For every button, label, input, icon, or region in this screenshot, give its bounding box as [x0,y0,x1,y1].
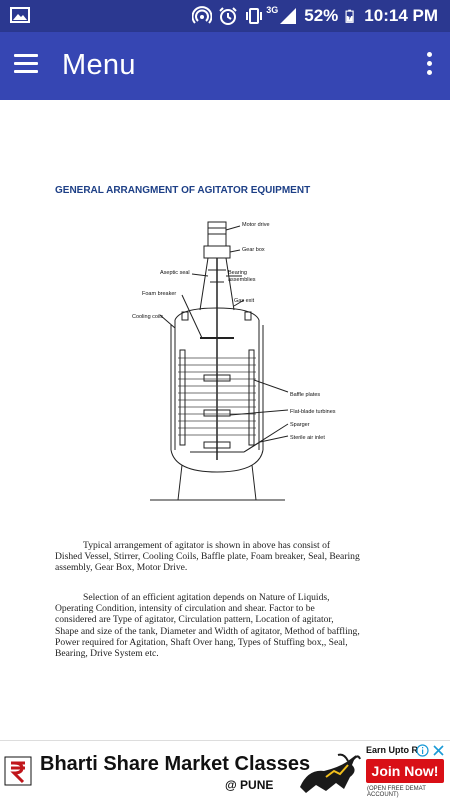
label-foam-breaker: Foam breaker [142,291,177,297]
ad-earn-text: Earn Upto R [366,745,419,755]
image-notification-icon [10,7,30,23]
paragraph-2-line: Selection of an efficient agitation depends on Nature of Liquids, [83,592,330,603]
paragraph-2-line: Operating Condition, intensity of circulation and shear. Factor to be [55,603,315,615]
label-motor-drive: Motor drive [242,222,270,228]
app-title: Menu [62,49,136,81]
paragraph-2 [55,592,405,659]
rupee-logo-icon [4,753,32,789]
status-bar [0,0,450,32]
label-cooling-coils: Cooling coils [132,314,164,320]
label-sterile-air-inlet: Sterile air inlet [290,435,325,441]
bull-icon [296,747,362,797]
paragraph-1-line: assembly, Gear Box, Motor Drive. [55,562,188,574]
network-type: 3G [266,5,279,15]
label-flat-blade-turbines: Flat-blade turbines [290,409,336,415]
alarm-icon [218,6,238,26]
paragraph-1 [55,540,405,574]
label-baffle-plates: Baffle plates [290,392,321,398]
hotspot-icon [192,6,212,26]
ad-info-icon[interactable] [416,744,429,757]
signal-icon [278,6,298,26]
label-gear-box: Gear box [242,247,265,253]
clock: 10:14 PM [364,6,438,25]
agitator-diagram [120,210,360,510]
close-icon[interactable] [432,744,445,757]
vibrate-icon [244,6,264,26]
battery-charging-icon [344,6,358,26]
paragraph-2-line: considered are Type of agitator, Circulation pattern, Location of agitator, [55,614,334,626]
battery-percent: 52% [304,6,339,25]
paragraph-2-line: Shape and size of the tank, Diameter and Width of agitator, Method of baffling, [55,625,360,637]
ad-subtitle: @ PUNE [225,778,274,792]
join-now-button[interactable]: Join Now! [366,759,444,783]
gear-box-shape [204,246,230,258]
app-bar [0,32,450,100]
ad-banner[interactable] [0,740,450,800]
ad-title: Bharti Share Market Classes [40,753,311,775]
label-sparger: Sparger [290,422,310,428]
label-assemblies: assemblies [228,277,256,283]
paragraph-1-line: Dished Vessel, Stirrer, Cooling Coils, Baffle plate, Foam breaker, Seal, Bearing [55,551,360,563]
label-aseptic-seal: Aseptic seal [160,270,190,276]
more-vert-icon[interactable] [424,52,434,80]
paragraph-2-line: Bearing, Drive System etc. [55,648,159,660]
label-gas-exit: Gas exit [234,298,255,304]
document-heading: GENERAL ARRANGMENT OF AGITATOR EQUIPMENT [55,185,311,196]
paragraph-2-line: Power required for Agitation, Shaft Over hang, Types of Stuffing box,, Seal, [55,636,348,648]
paragraph-1-line: Typical arrangement of agitator is shown in above has consist of [83,540,331,551]
document-view[interactable] [0,100,450,740]
label-bearing: Bearing [228,270,247,276]
ad-fine-print: (OPEN FREE DEMAT ACCOUNT) [367,786,426,798]
hamburger-icon[interactable] [14,54,38,74]
